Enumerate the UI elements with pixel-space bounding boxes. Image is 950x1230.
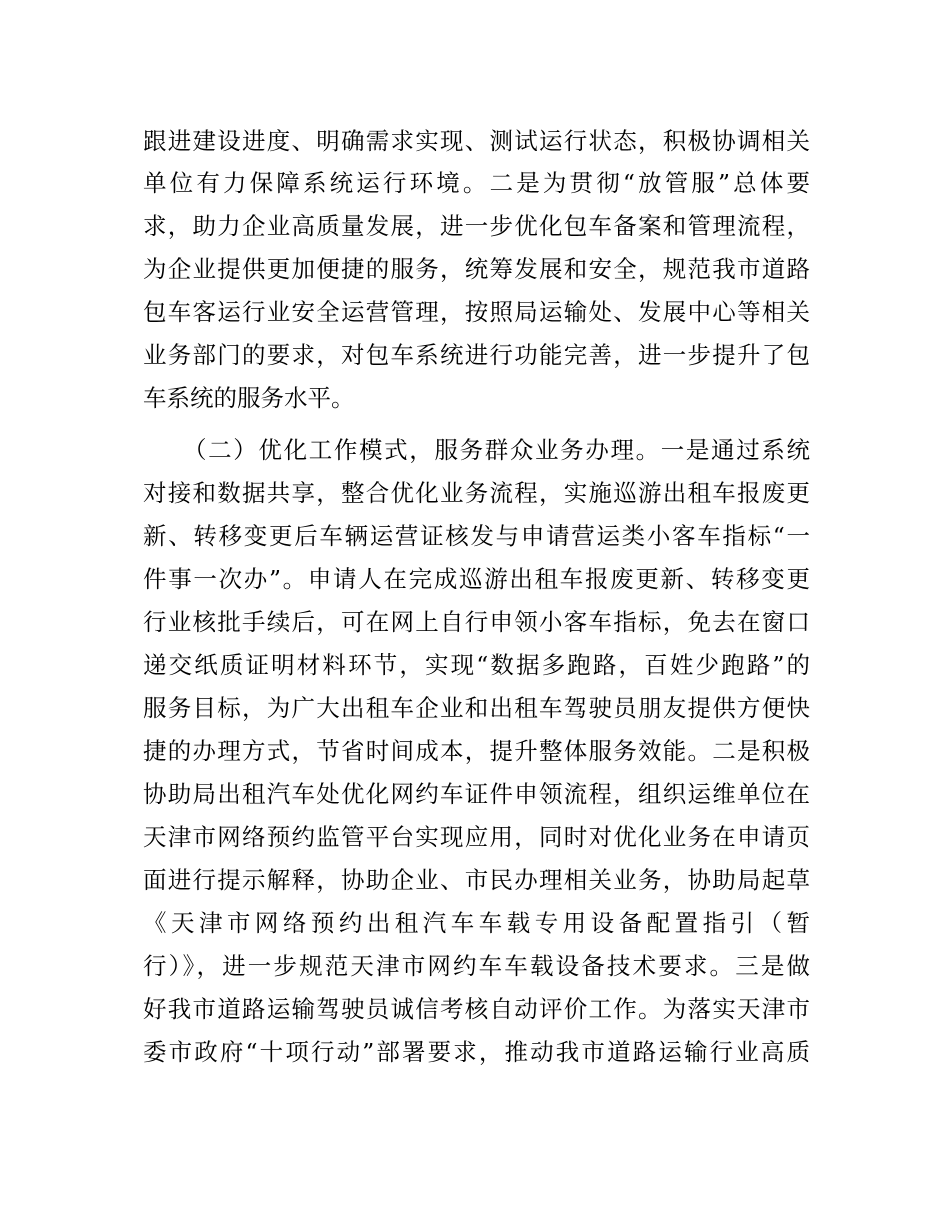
text-line: 捷的办理方式，节省时间成本，提升整体服务效能。二是积极	[143, 737, 810, 765]
text-line: 跟进建设进度、明确需求实现、测试运行状态，积极协调相关	[143, 127, 810, 155]
text-line: 面进行提示解释，协助企业、市民办理相关业务，协助局起草	[143, 866, 810, 894]
text-line: 业务部门的要求，对包车系统进行功能完善，进一步提升了包	[143, 341, 810, 369]
text-line: 委市政府“十项行动”部署要求，推动我市道路运输行业高质	[143, 1038, 810, 1066]
section-heading-line: （二）优化工作模式，服务群众业务办理。一是通过系统	[183, 436, 810, 464]
text-line: 新、转移变更后车辆运营证核发与申请营运类小客车指标“一	[143, 522, 810, 550]
text-line: 车系统的服务水平。	[143, 384, 355, 412]
text-line: 递交纸质证明材料环节，实现“数据多跑路，百姓少跑路”的	[143, 651, 810, 679]
text-line: 单位有力保障系统运行环境。二是为贯彻“放管服”总体要	[143, 169, 810, 197]
text-line: 服务目标，为广大出租车企业和出租车驾驶员朋友提供方便快	[143, 694, 810, 722]
text-line	[143, 1077, 810, 1113]
text-line: 包车客运行业安全运营管理，按照局运输处、发展中心等相关	[143, 298, 810, 326]
text-line: 天津市网络预约监管平台实现应用，同时对优化业务在申请页	[143, 823, 810, 851]
text-line: 好我市道路运输驾驶员诚信考核自动评价工作。为落实天津市	[143, 995, 810, 1023]
text-line: 《天津市网络预约出租汽车车载专用设备配置指引（暂	[143, 909, 810, 937]
text-line: 对接和数据共享，整合优化业务流程，实施巡游出租车报废更	[143, 479, 810, 507]
text-line: 协助局出租汽车处优化网约车证件申领流程，组织运维单位在	[143, 780, 810, 808]
text-line: 行业核批手续后，可在网上自行申领小客车指标，免去在窗口	[143, 608, 810, 636]
text-line: 行）》，进一步规范天津市网约车车载设备技术要求。三是做	[143, 952, 810, 980]
text-line: 求，助力企业高质量发展，进一步优化包车备案和管理流程，	[143, 212, 810, 240]
text-line: 为企业提供更加便捷的服务，统筹发展和安全，规范我市道路	[143, 255, 810, 283]
text-line: 件事一次办”。申请人在完成巡游出租车报废更新、转移变更	[143, 565, 810, 593]
